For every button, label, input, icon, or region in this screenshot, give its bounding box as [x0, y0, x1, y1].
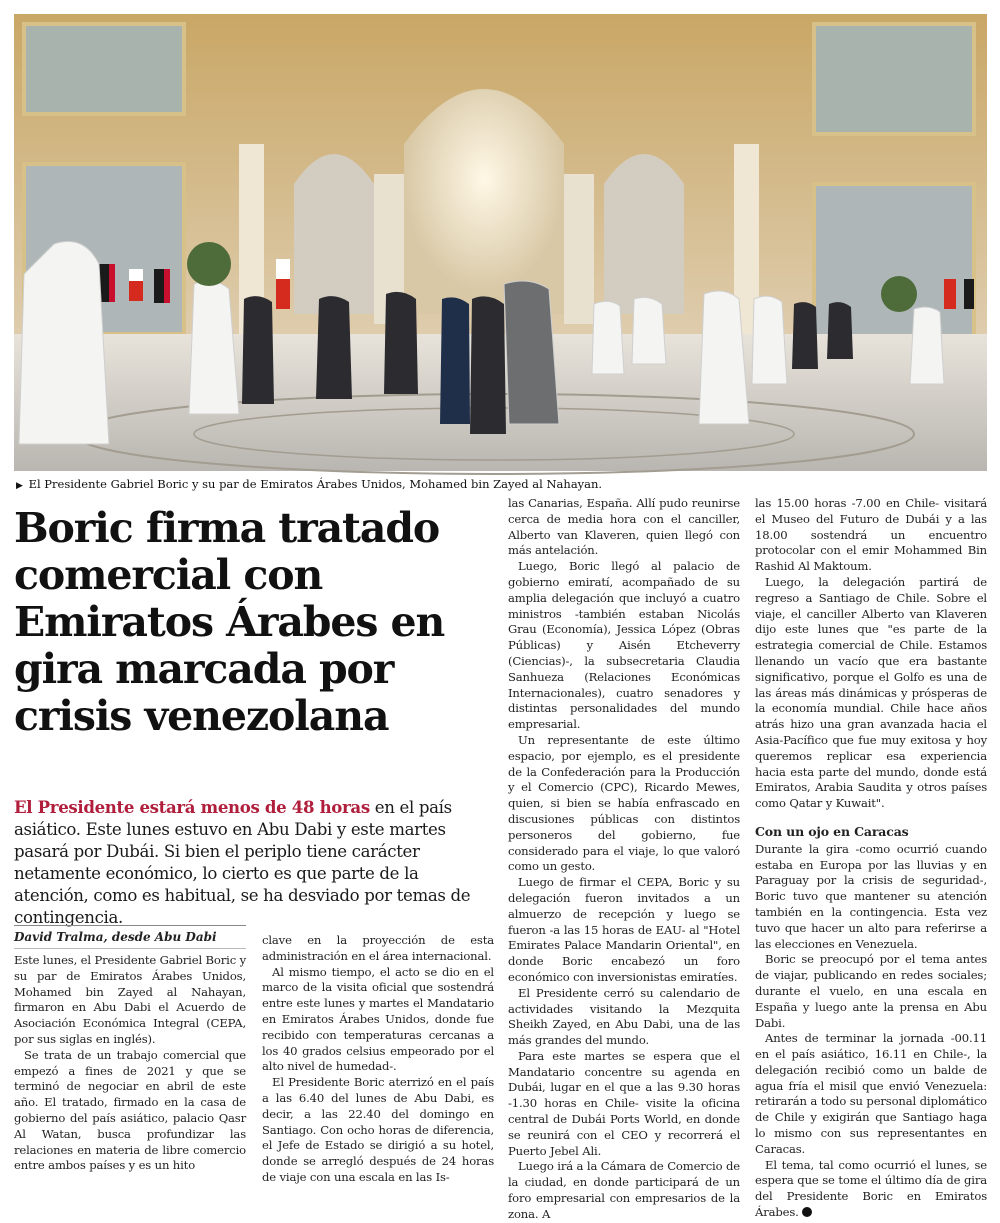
paragraph: Antes de terminar la jornada -00.11 en el país asiático, 16.11 en Chile-, la delegación recibió como un balde de agua fría el misil que envió Venezuela: retirarán a todo su personal diplomático de Chile y exigirán que Santiago haga lo mismo con sus representantes en Caracas. — [755, 1031, 987, 1156]
photo-caption — [16, 477, 986, 493]
paragraph-final-text: El tema, tal como ocurrió el lunes, se espera que se tome el último día de gira del Presidente Boric en Emiratos Árabes. — [755, 1157, 987, 1220]
subheading: Con un ojo en Caracas — [755, 823, 909, 839]
paragraph: Este lunes, el Presidente Gabriel Boric y su par de Emiratos Árabes Unidos, Mohamed bin Zayed al Nahayan, firmaron en Abu Dabi el Acuerdo de Asociación Económica Integral (CEPA, por sus siglas en inglés). — [14, 953, 246, 1046]
paragraph: El Presidente cerró su calendario de actividades visitando la Mezquita Sheikh Zayed, en Abu Dabi, una de las más grandes del mundo. — [508, 985, 740, 1048]
paragraph: Luego, Boric llegó al palacio de gobierno emiratí, acompañado de su amplia delegación que incluyó a cuatro ministros -también estaban Nicolás Grau (Economía), Jessica López (Obras Públicas) y Aisén Etcheverry (Ciencias)-, la subsecretaria Claudia Sanhueza (Relaciones Económicas Internacionales), cuatro senadores y distintas personalidades del mundo empresarial. — [508, 559, 740, 732]
lead-text: en el país asiático. Este lunes estuvo en Abu Dabi y este martes pasará por Dubái. Si bien el periplo tiene carácter netamente económico, lo cierto es que parte de la atención, como es habitual, se ha desviado por temas de contingencia. — [14, 798, 471, 927]
article-column-4 — [755, 496, 987, 1221]
paragraph: las Canarias, España. Allí pudo reunirse cerca de media hora con el canciller, Alberto van Klaveren, quien llegó con más antelación. — [508, 496, 740, 558]
paragraph: Luego irá a la Cámara de Comercio de la ciudad, en donde participará de un foro empresarial con empresarios de la zona. A — [508, 1159, 740, 1221]
paragraph: clave en la proyección de esta administración en el área internacional. — [262, 933, 494, 963]
caption-text: El Presidente Gabriel Boric y su par de Emiratos Árabes Unidos, Mohamed bin Zayed al Nahayan. — [28, 477, 603, 491]
paragraph: Luego, la delegación partirá de regreso a Santiago de Chile. Sobre el viaje, el canciller Alberto van Klaveren dijo este lunes que "es parte de la estrategia comercial de Chile. Estamos llenando un vacío que era bastante significativo, porque el Golfo es una de las áreas más dinámicas y prósperas de la economía mundial. Chile hace años atrás hizo una gran avanzada hacia el Asia-Pacífico que fue muy exitosa y hoy queremos replicar esa experiencia hacia esta parte del mundo, donde está Emiratos, Arabia Saudita y otros países como Qatar y Kuwait". — [755, 574, 987, 811]
end-mark-icon — [802, 1207, 812, 1217]
article-column-3 — [508, 496, 740, 1223]
paragraph-final — [755, 1158, 987, 1221]
paragraph: Al mismo tiempo, el acto se dio en el marco de la visita oficial que sostendrá entre este lunes y martes el Mandatario en Emiratos Árabes Unidos, donde fue recibido con temperaturas cercanas a los 40 grados celsius empeorado por el alto nivel de humedad-. — [262, 964, 494, 1074]
byline: David Tralma, desde Abu Dabi — [14, 930, 217, 944]
paragraph: Durante la gira -como ocurrió cuando estaba en Europa por las lluvias y en Paraguay por la crisis de seguridad-, Boric tuvo que mantener su atención también en la contingencia. Esta vez tuvo que hacer un alto para referirse a las elecciones en Venezuela. — [755, 841, 987, 951]
article-column-1 — [14, 953, 246, 1174]
paragraph: las 15.00 horas -7.00 en Chile- visitará el Museo del Futuro de Dubái y a las 18.00 sostendrá un encuentro protocolar con el emir Mohammed Bin Rashid Al Maktoum. — [755, 496, 987, 574]
article-headline: Boric firma tratado comercial con Emiratos Árabes en gira marcada por crisis venezolana — [14, 504, 445, 740]
byline-divider-bottom — [14, 948, 246, 949]
article-lead — [14, 796, 492, 929]
paragraph: Se trata de un trabajo comercial que empezó a fines de 2021 y que se terminó de negociar en abril de este año. El tratado, firmado en la casa de gobierno del país asiático, palacio Qasr Al Watan, busca profundizar las relaciones en materia de libre comercio entre ambos países y es un hito — [14, 1047, 246, 1173]
palace-hall-illustration — [14, 14, 987, 471]
paragraph: El Presidente Boric aterrizó en el país a las 6.40 del lunes de Abu Dabi, es decir, a las 22.40 del domingo en Santiago. Con ocho horas de diferencia, el Jefe de Estado se dirigió a su hotel, donde se arregló después de 24 horas de viaje con una escala en las Is- — [262, 1075, 494, 1184]
byline-divider — [14, 925, 246, 926]
paragraph: Para este martes se espera que el Mandatario concentre su agenda en Dubái, lugar en el que a las 9.30 horas -1.30 horas en Chile- visite la oficina central de Dubái Ports World, en donde se reunirá con el CEO y recorrerá el Puerto Jebel Ali. — [508, 1048, 740, 1158]
article-photo — [14, 14, 987, 471]
paragraph: Boric se preocupó por el tema antes de viajar, publicando en redes sociales; durante el vuelo, en una escala en España y luego ante la prensa en Abu Dabi. — [755, 952, 987, 1030]
paragraph: Un representante de este último espacio, por ejemplo, es el presidente de la Confederación para la Producción y el Comercio (CPC), Ricardo Mewes, quien, si bien se había enfrascado en discusiones públicas con distintos personeros del gobierno, fue considerado para el viaje, lo que valoró como un gesto. — [508, 732, 740, 874]
lead-highlight: El Presidente estará menos de 48 horas — [14, 797, 370, 817]
paragraph: Luego de firmar el CEPA, Boric y su delegación fueron invitados a un almuerzo de recepción y luego se fueron -a las 15 horas de EAU- al "Hotel Emirates Palace Mandarin Oriental", en donde Boric encabezó un foro económico con inversionistas emiratíes. — [508, 875, 740, 984]
article-column-2 — [262, 933, 494, 1186]
caption-arrow-icon: ▶ — [16, 481, 23, 491]
